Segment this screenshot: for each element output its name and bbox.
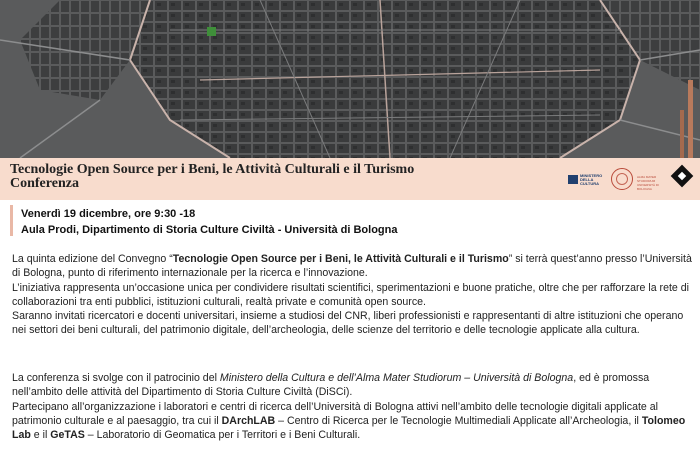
darchlab-name: DArchLAB: [221, 414, 276, 427]
page-title: [10, 163, 550, 191]
p2-text-c: , ed è promossa nell’ambito delle attività del Dipartimento di Storia Culture Civiltà (DiSCi).: [12, 372, 650, 399]
map-illustration: [0, 0, 700, 158]
date-accent-bar: [10, 205, 13, 236]
ministry-logo: [568, 173, 606, 187]
event-date: Venerdì 19 dicembre, ore 9:30 -18: [21, 208, 196, 220]
lab-logo-icon: [671, 165, 693, 187]
p2-text-j: – Laboratorio di Geomatica per i Territori e i Beni Culturali.: [84, 429, 361, 442]
title-line-2: Conferenza: [10, 176, 79, 191]
patrons-name: Ministero della Cultura e dell’Alma Mater Studiorum – Università di Bologna: [219, 372, 574, 384]
tolomeo-lab-name: Tolomeo Lab: [12, 414, 686, 442]
intro-paragraph: [12, 252, 692, 338]
p2-text-f: – Centro di Ricerca per le Tecnologie Multimediali Applicate all’Archeologia, il: [275, 414, 642, 427]
p2-text-d: Partecipano all’organizzazione i laboratori e centri di ricerca dell’Università di Bologna attivi nell’ambito delle tecnologie digitali applicate al patrimonio culturale e al paesaggio, tra cui il: [12, 400, 658, 427]
p1-text-e: Saranno invitati ricercatori e docenti universitari, insieme a studiosi del CNR, liberi professionisti e rappresentanti di altre istituzioni che operano nei settori dei beni culturali, del patrimonio digitale, dell’archeologia, delle scienze del territorio e delle tecnologie applicate alla cultura.: [12, 310, 684, 337]
city-map-banner: [0, 0, 700, 158]
p1-text-c: ” si terrà quest’anno presso l’Università di Bologna, punto di riferimento internazionale per la ricerca e l’innovazione.: [12, 253, 692, 280]
title-line-1: Tecnologie Open Source per i Beni, le Attività Culturali e il Turismo: [10, 162, 415, 177]
tower-silhouette: [688, 80, 693, 158]
university-logo-text: ALMA MATER STUDIORUM UNIVERSITÀ DI BOLOGNA: [637, 175, 659, 191]
patronage-paragraph: [12, 371, 692, 442]
event-venue: Aula Prodi, Dipartimento di Storia Culture Civiltà - Università di Bologna: [21, 224, 398, 236]
ministry-emblem-icon: [568, 175, 578, 184]
getas-name: GeTAS: [50, 429, 85, 442]
p1-text-a: La quinta edizione del Convegno “: [12, 253, 173, 265]
ministry-logo-text: MINISTERO DELLA CULTURA: [580, 173, 603, 186]
p1-text-d: L’iniziativa rappresenta un’occasione unica per condividere risultati scientifici, sperimentazioni e buone pratiche, oltre che per rafforzare la rete di collaborazioni tra enti pubblici, istituzioni culturali, realtà private e comunità open source.: [12, 281, 689, 308]
p2-text-h: e il: [30, 429, 51, 442]
park-marker: [207, 27, 216, 36]
university-seal-icon: [611, 168, 633, 190]
conference-name: Tecnologie Open Source per i Beni, le Attività Culturali e il Turismo: [172, 253, 509, 265]
p2-text-a: La conferenza si svolge con il patrocinio del: [12, 372, 220, 384]
